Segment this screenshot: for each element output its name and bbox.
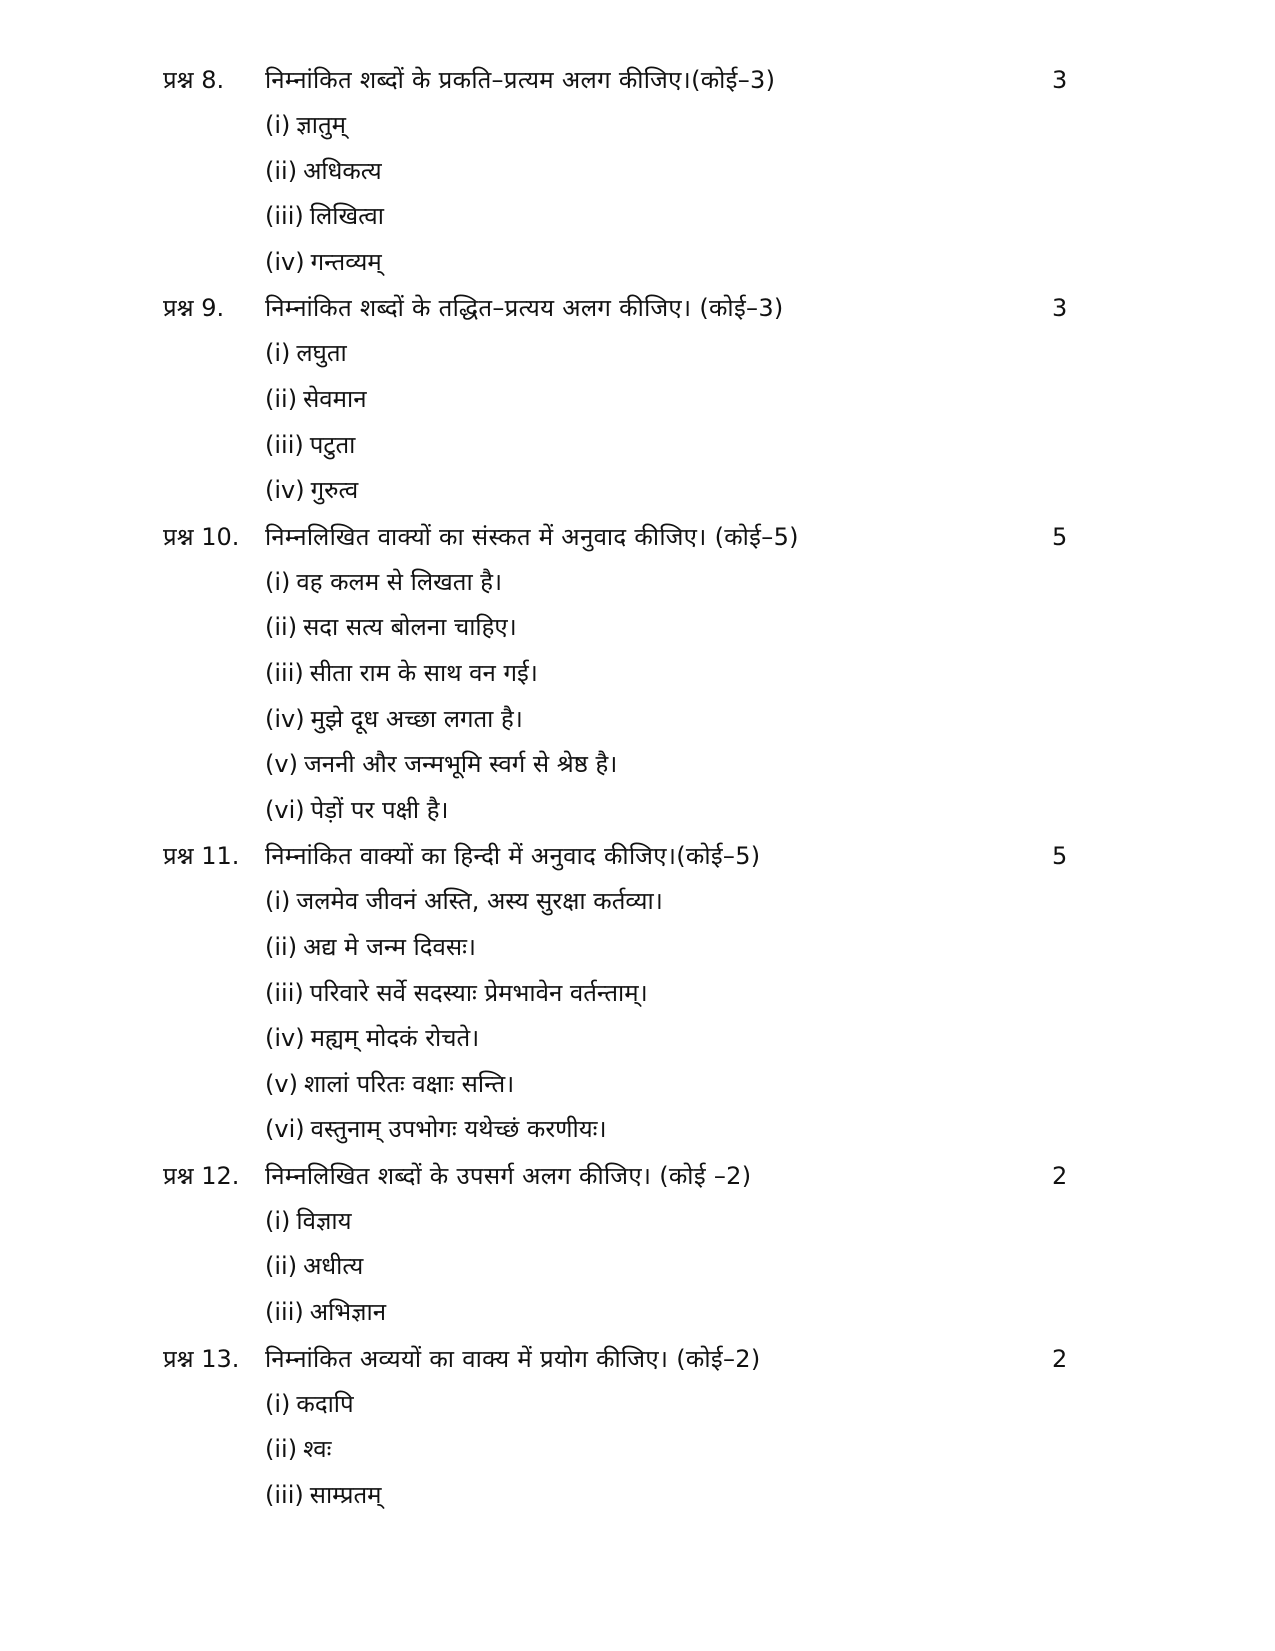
item-text: सेवमान xyxy=(303,384,367,413)
item-number: (iii) xyxy=(265,202,304,231)
question-marks: 5 xyxy=(1052,842,1068,871)
item-number: (ii) xyxy=(265,932,298,961)
item-text: मह्यम् मोदकं रोचते। xyxy=(310,1024,480,1053)
question-item xyxy=(0,605,1275,651)
item-number: (iii) xyxy=(265,1298,304,1327)
question-header xyxy=(0,285,1275,331)
item-number: (ii) xyxy=(265,1435,298,1464)
item-text: लिखित्वा xyxy=(309,202,384,231)
item-text: गुरुत्व xyxy=(310,476,359,505)
question-item xyxy=(0,1199,1275,1245)
item-text: गन्तव्यम् xyxy=(310,247,382,276)
question-item xyxy=(0,1107,1275,1153)
item-number: (iv) xyxy=(265,476,305,505)
question-block xyxy=(0,1336,1275,1519)
question-items xyxy=(0,1199,1275,1336)
item-text: साम्प्रतम् xyxy=(309,1480,382,1509)
question-item xyxy=(0,925,1275,971)
question-header xyxy=(0,514,1275,560)
item-number: (ii) xyxy=(265,613,298,642)
question-item xyxy=(0,1382,1275,1428)
question-item xyxy=(0,149,1275,195)
item-number: (iii) xyxy=(265,658,304,687)
question-items xyxy=(0,1382,1275,1519)
question-text: निम्नलिखित शब्दों के उपसर्ग अलग कीजिए। (कोई –2) xyxy=(265,1161,752,1190)
question-text: निम्नांकित शब्दों के प्रकति–प्रत्यम अलग कीजिए।(कोई–3) xyxy=(265,66,776,94)
question-item xyxy=(0,468,1275,514)
question-marks: 2 xyxy=(1052,1161,1068,1190)
item-number: (i) xyxy=(265,111,291,139)
item-text: जननी और जन्मभूमि स्वर्ग से श्रेष्ठ है। xyxy=(303,750,618,779)
question-block xyxy=(0,514,1275,834)
item-number: (i) xyxy=(265,1389,291,1418)
question-number: प्रश्न 13. xyxy=(163,1344,240,1373)
item-text: अधीत्य xyxy=(303,1252,364,1281)
item-number: (vi) xyxy=(265,795,305,824)
question-number: प्रश्न 12. xyxy=(163,1161,240,1190)
question-list xyxy=(0,57,1275,1518)
question-block xyxy=(0,285,1275,513)
question-number: प्रश्न 9. xyxy=(163,294,225,323)
question-item xyxy=(0,651,1275,697)
item-number: (vi) xyxy=(265,1115,305,1144)
item-number: (iii) xyxy=(265,430,304,459)
question-items xyxy=(0,103,1275,285)
item-text: सदा सत्य बोलना चाहिए। xyxy=(303,613,517,642)
question-marks: 3 xyxy=(1052,66,1068,94)
item-text: शालां परितः वक्षाः सन्ति। xyxy=(303,1069,515,1098)
item-text: सीता राम के साथ वन गई। xyxy=(309,658,538,687)
question-header xyxy=(0,833,1275,879)
question-item xyxy=(0,1427,1275,1473)
item-text: अभिज्ञान xyxy=(309,1298,387,1327)
item-text: पटुता xyxy=(309,430,356,459)
question-item xyxy=(0,194,1275,240)
item-text: अधिकत्य xyxy=(303,156,382,185)
question-text: निम्नांकित शब्दों के तद्धित–प्रत्यय अलग कीजिए। (कोई–3) xyxy=(265,294,784,323)
item-number: (v) xyxy=(265,750,298,779)
item-number: (v) xyxy=(265,1069,298,1098)
item-number: (ii) xyxy=(265,384,298,413)
question-header xyxy=(0,1336,1275,1382)
question-item xyxy=(0,697,1275,743)
item-text: जलमेव जीवनं अस्ति, अस्य सुरक्षा कर्तव्या। xyxy=(296,887,663,916)
item-text: परिवारे सर्वे सदस्याः प्रेमभावेन वर्तन्ताम्। xyxy=(309,978,648,1007)
question-item xyxy=(0,1244,1275,1290)
question-header xyxy=(0,57,1275,103)
question-item xyxy=(0,879,1275,925)
question-item xyxy=(0,560,1275,606)
question-item xyxy=(0,1473,1275,1519)
question-header xyxy=(0,1153,1275,1199)
question-number: प्रश्न 11. xyxy=(163,842,240,871)
question-items xyxy=(0,879,1275,1153)
question-item xyxy=(0,1016,1275,1062)
question-item xyxy=(0,240,1275,286)
question-item xyxy=(0,377,1275,423)
item-text: ज्ञातुम् xyxy=(296,111,347,139)
question-marks: 2 xyxy=(1052,1344,1068,1373)
item-text: वह कलम से लिखता है। xyxy=(296,567,503,596)
question-item xyxy=(0,742,1275,788)
question-number: प्रश्न 10. xyxy=(163,522,240,551)
item-number: (iii) xyxy=(265,978,304,1007)
item-number: (iv) xyxy=(265,1024,305,1053)
item-number: (iv) xyxy=(265,247,305,276)
item-text: वस्तुनाम् उपभोगः यथेच्छं करणीयः। xyxy=(310,1115,607,1144)
question-item xyxy=(0,331,1275,377)
question-item xyxy=(0,971,1275,1017)
question-text: निम्नलिखित वाक्यों का संस्कत में अनुवाद कीजिए। (कोई–5) xyxy=(265,522,799,551)
question-number: प्रश्न 8. xyxy=(163,66,225,94)
item-number: (iii) xyxy=(265,1480,304,1509)
item-text: कदापि xyxy=(296,1389,354,1418)
question-item xyxy=(0,1062,1275,1108)
question-item xyxy=(0,1290,1275,1336)
item-number: (i) xyxy=(265,1206,291,1235)
question-text: निम्नांकित अव्ययों का वाक्य में प्रयोग कीजिए। (कोई–2) xyxy=(265,1344,761,1373)
item-number: (ii) xyxy=(265,1252,298,1281)
question-item xyxy=(0,103,1275,149)
question-marks: 5 xyxy=(1052,522,1068,551)
item-text: लघुता xyxy=(296,339,347,368)
item-number: (iv) xyxy=(265,704,305,733)
item-number: (i) xyxy=(265,339,291,368)
question-items xyxy=(0,560,1275,834)
item-number: (ii) xyxy=(265,156,298,185)
item-text: मुझे दूध अच्छा लगता है। xyxy=(310,704,523,733)
question-text: निम्नांकित वाक्यों का हिन्दी में अनुवाद कीजिए।(कोई–5) xyxy=(265,842,761,871)
item-text: पेड़ों पर पक्षी है। xyxy=(310,795,449,824)
item-text: विज्ञाय xyxy=(296,1206,352,1235)
question-item xyxy=(0,788,1275,834)
item-number: (i) xyxy=(265,887,291,916)
item-text: अद्य मे जन्म दिवसः। xyxy=(303,932,477,961)
item-number: (i) xyxy=(265,567,291,596)
question-marks: 3 xyxy=(1052,294,1068,323)
question-block xyxy=(0,1153,1275,1336)
question-items xyxy=(0,331,1275,513)
question-block xyxy=(0,833,1275,1153)
question-item xyxy=(0,423,1275,469)
question-block xyxy=(0,57,1275,285)
item-text: श्वः xyxy=(303,1435,332,1464)
